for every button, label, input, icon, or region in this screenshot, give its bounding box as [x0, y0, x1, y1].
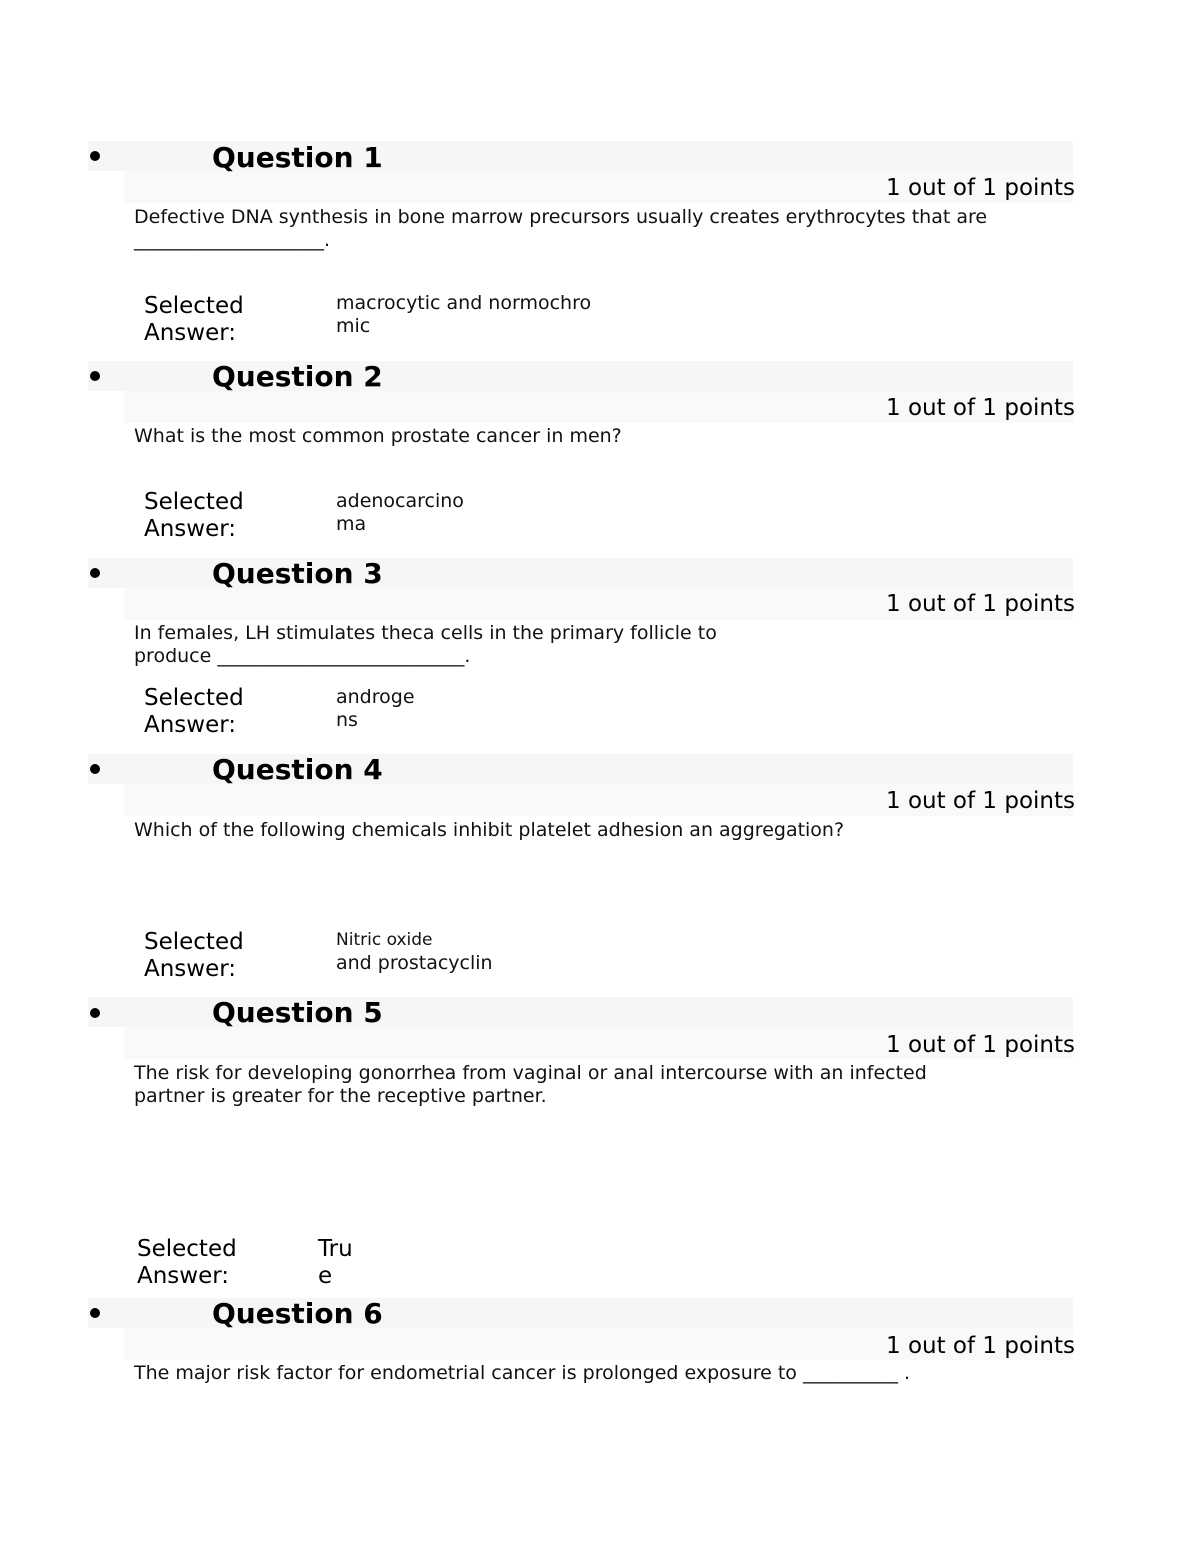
bullet-icon	[90, 1008, 100, 1018]
question-points: 1 out of 1 points	[886, 175, 1075, 201]
question-title: Question 4	[212, 753, 383, 786]
bullet-icon	[90, 151, 100, 161]
bullet-icon	[90, 1308, 100, 1318]
question-title: Question 5	[212, 996, 383, 1029]
question-title: Question 2	[212, 360, 383, 393]
bullet-icon	[90, 764, 100, 774]
selected-answer-label: Selected Answer:	[144, 685, 244, 738]
selected-answer-value: Nitric oxide and prostacyclin	[336, 930, 493, 974]
selected-answer-value: macrocytic and normochro mic	[336, 292, 592, 337]
selected-answer-value: androge ns	[336, 686, 415, 731]
question-text: Which of the following chemicals inhibit platelet adhesion an aggregation?	[134, 819, 845, 841]
selected-answer-label: Selected Answer:	[144, 489, 244, 542]
selected-answer-label: Selected Answer:	[144, 293, 244, 346]
bullet-icon	[90, 568, 100, 578]
question-points: 1 out of 1 points	[886, 395, 1075, 421]
question-points: 1 out of 1 points	[886, 1333, 1075, 1359]
selected-answer-value: Tru e	[318, 1236, 353, 1289]
question-title: Question 6	[212, 1297, 383, 1330]
bullet-icon	[90, 371, 100, 381]
question-points: 1 out of 1 points	[886, 1032, 1075, 1058]
selected-answer-value: adenocarcino ma	[336, 490, 464, 535]
question-title: Question 1	[212, 141, 383, 174]
question-points: 1 out of 1 points	[886, 788, 1075, 814]
selected-answer-label: Selected Answer:	[144, 929, 244, 982]
selected-answer-label: Selected Answer:	[137, 1236, 237, 1289]
question-text: The major risk factor for endometrial cancer is prolonged exposure to __________ .	[134, 1362, 911, 1384]
question-text: What is the most common prostate cancer in men?	[134, 425, 622, 447]
question-text: Defective DNA synthesis in bone marrow precursors usually creates erythrocytes that are ____________________.	[134, 206, 988, 251]
question-text: The risk for developing gonorrhea from vaginal or anal intercourse with an infected partner is greater for the receptive partner.	[134, 1062, 927, 1107]
question-points: 1 out of 1 points	[886, 591, 1075, 617]
question-text: In females, LH stimulates theca cells in the primary follicle to produce __________________________.	[134, 622, 717, 667]
question-title: Question 3	[212, 557, 383, 590]
